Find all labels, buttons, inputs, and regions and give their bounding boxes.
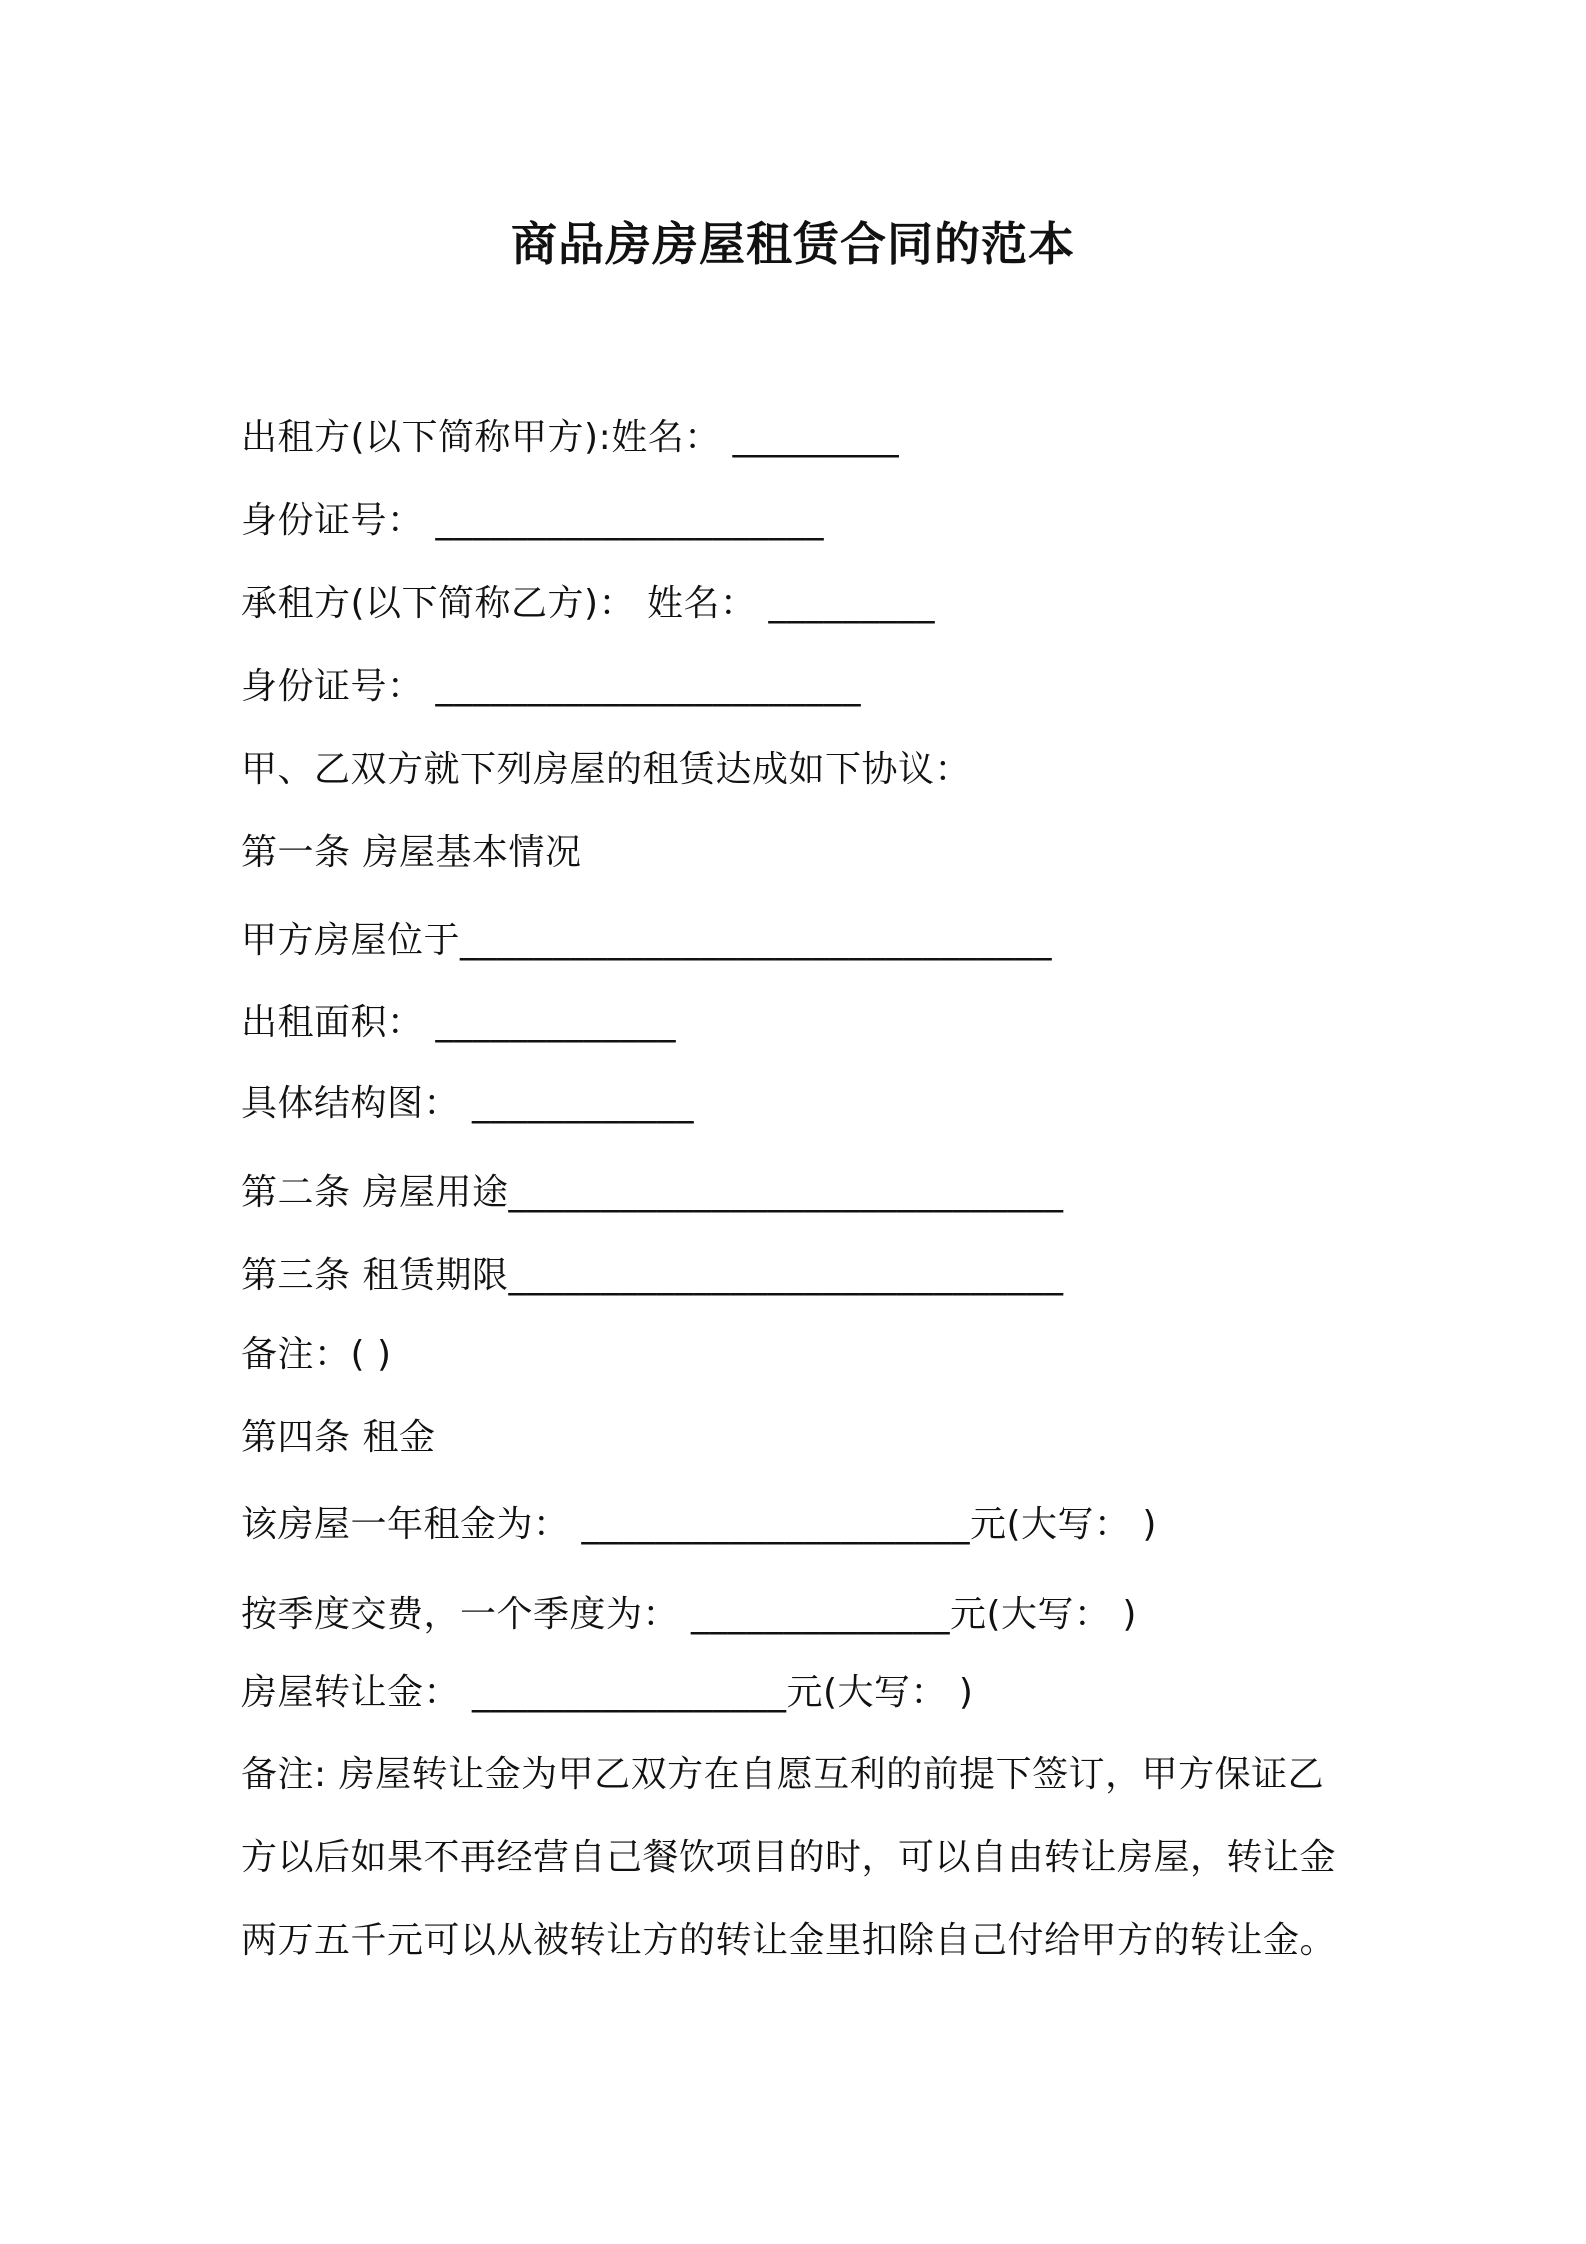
house-location-line: 甲方房屋位于________________________________	[241, 920, 1053, 961]
lessee-name-line: 承租方(以下简称乙方)： 姓名： _________	[241, 583, 935, 624]
lessor-id-line: 身份证号： _____________________	[241, 500, 824, 541]
transfer-remark-line-2: 方以后如果不再经营自己餐饮项目的时，可以自由转让房屋，转让金	[241, 1837, 1337, 1878]
document-title: 商品房房屋租赁合同的范本	[511, 217, 1075, 271]
agreement-intro-line: 甲、乙双方就下列房屋的租赁达成如下协议：	[241, 749, 972, 790]
transfer-fee-line: 房屋转让金： _________________元(大写： )	[241, 1672, 974, 1713]
article-4-heading: 第四条 租金	[241, 1417, 436, 1458]
lessor-name-line: 出租方(以下简称甲方):姓名： _________	[241, 417, 900, 458]
transfer-remark-line-3: 两万五千元可以从被转让方的转让金里扣除自己付给甲方的转让金。	[241, 1920, 1337, 1961]
structure-diagram-line: 具体结构图： ____________	[241, 1083, 694, 1124]
remark-line: 备注：( )	[241, 1334, 392, 1375]
quarterly-payment-line: 按季度交费，一个季度为： ______________元(大写： )	[241, 1594, 1137, 1635]
annual-rent-line: 该房屋一年租金为： _____________________元(大写： )	[241, 1504, 1157, 1545]
article-2-usage-line: 第二条 房屋用途______________________________	[241, 1172, 1064, 1213]
article-1-heading: 第一条 房屋基本情况	[241, 832, 582, 873]
rental-area-line: 出租面积： _____________	[241, 1002, 676, 1043]
transfer-remark-line-1: 备注: 房屋转让金为甲乙双方在自愿互利的前提下签订，甲方保证乙	[241, 1754, 1325, 1795]
lessee-id-line: 身份证号： _______________________	[241, 666, 861, 707]
article-3-term-line: 第三条 租赁期限______________________________	[241, 1255, 1064, 1296]
